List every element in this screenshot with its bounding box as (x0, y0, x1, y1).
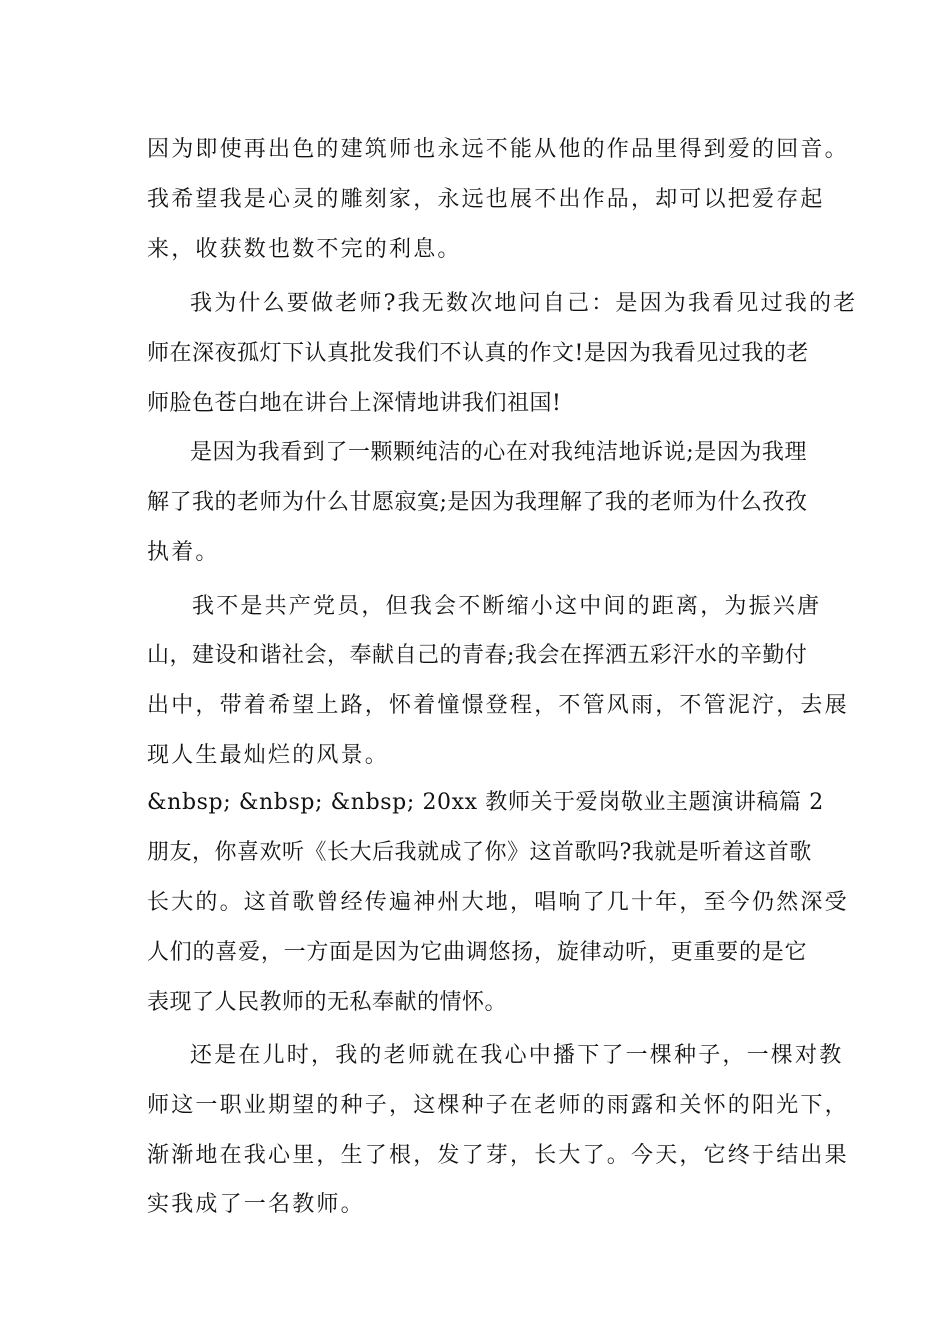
text-line: 因为即使再出色的建筑师也永远不能从他的作品里得到爱的回音。 (147, 137, 849, 162)
text-line: 出中，带着希望上路，怀着憧憬登程，不管风雨，不管泥泞，去展 (147, 693, 849, 718)
text-line: 师在深夜孤灯下认真批发我们不认真的作文!是因为我看见过我的老 (147, 341, 809, 366)
text-line: 人们的喜爱，一方面是因为它曲调悠扬，旋律动听，更重要的是它 (147, 940, 807, 965)
text-line: 朋友，你喜欢听《长大后我就成了你》这首歌吗?我就是听着这首歌 (147, 840, 812, 865)
text-line: 是因为我看到了一颗颗纯洁的心在对我纯洁地诉说;是因为我理 (190, 440, 807, 465)
text-line: 我不是共产党员，但我会不断缩小这中间的距离，为振兴唐 (192, 594, 822, 619)
text-line: 我希望我是心灵的雕刻家，永远也展不出作品，却可以把爱存起 (147, 187, 825, 212)
text-line: 师脸色苍白地在讲台上深情地讲我们祖国! (147, 391, 562, 416)
text-line: 来，收获数也数不完的利息。 (147, 237, 462, 262)
text-line: 现人生最灿烂的风景。 (147, 743, 390, 768)
text-line: 还是在儿时，我的老师就在我心中播下了一棵种子，一棵对教 (190, 1043, 844, 1068)
text-line: 山，建设和谐社会，奉献自己的青春;我会在挥洒五彩汗水的辛勤付 (147, 643, 808, 668)
text-line: 表现了人民教师的无私奉献的情怀。 (147, 990, 508, 1015)
text-line: 实我成了一名教师。 (147, 1192, 365, 1217)
text-line: 渐渐地在我心里，生了根，发了芽，长大了。今天，它终于结出果 (147, 1143, 849, 1168)
text-line: 解了我的老师为什么甘愿寂寞;是因为我理解了我的老师为什么孜孜 (147, 490, 808, 515)
section-heading: &nbsp; &nbsp; &nbsp; 20xx 教师关于爱岗敬业主题演讲稿篇 2 (147, 790, 824, 815)
text-line: 师这一职业期望的种子，这棵种子在老师的雨露和关怀的阳光下， (147, 1093, 849, 1118)
text-line: 我为什么要做老师?我无数次地问自己：是因为我看见过我的老 (190, 291, 858, 316)
text-line: 长大的。这首歌曾经传遍神州大地，唱响了几十年，至今仍然深受 (147, 890, 849, 915)
text-line: 执着。 (147, 540, 220, 565)
